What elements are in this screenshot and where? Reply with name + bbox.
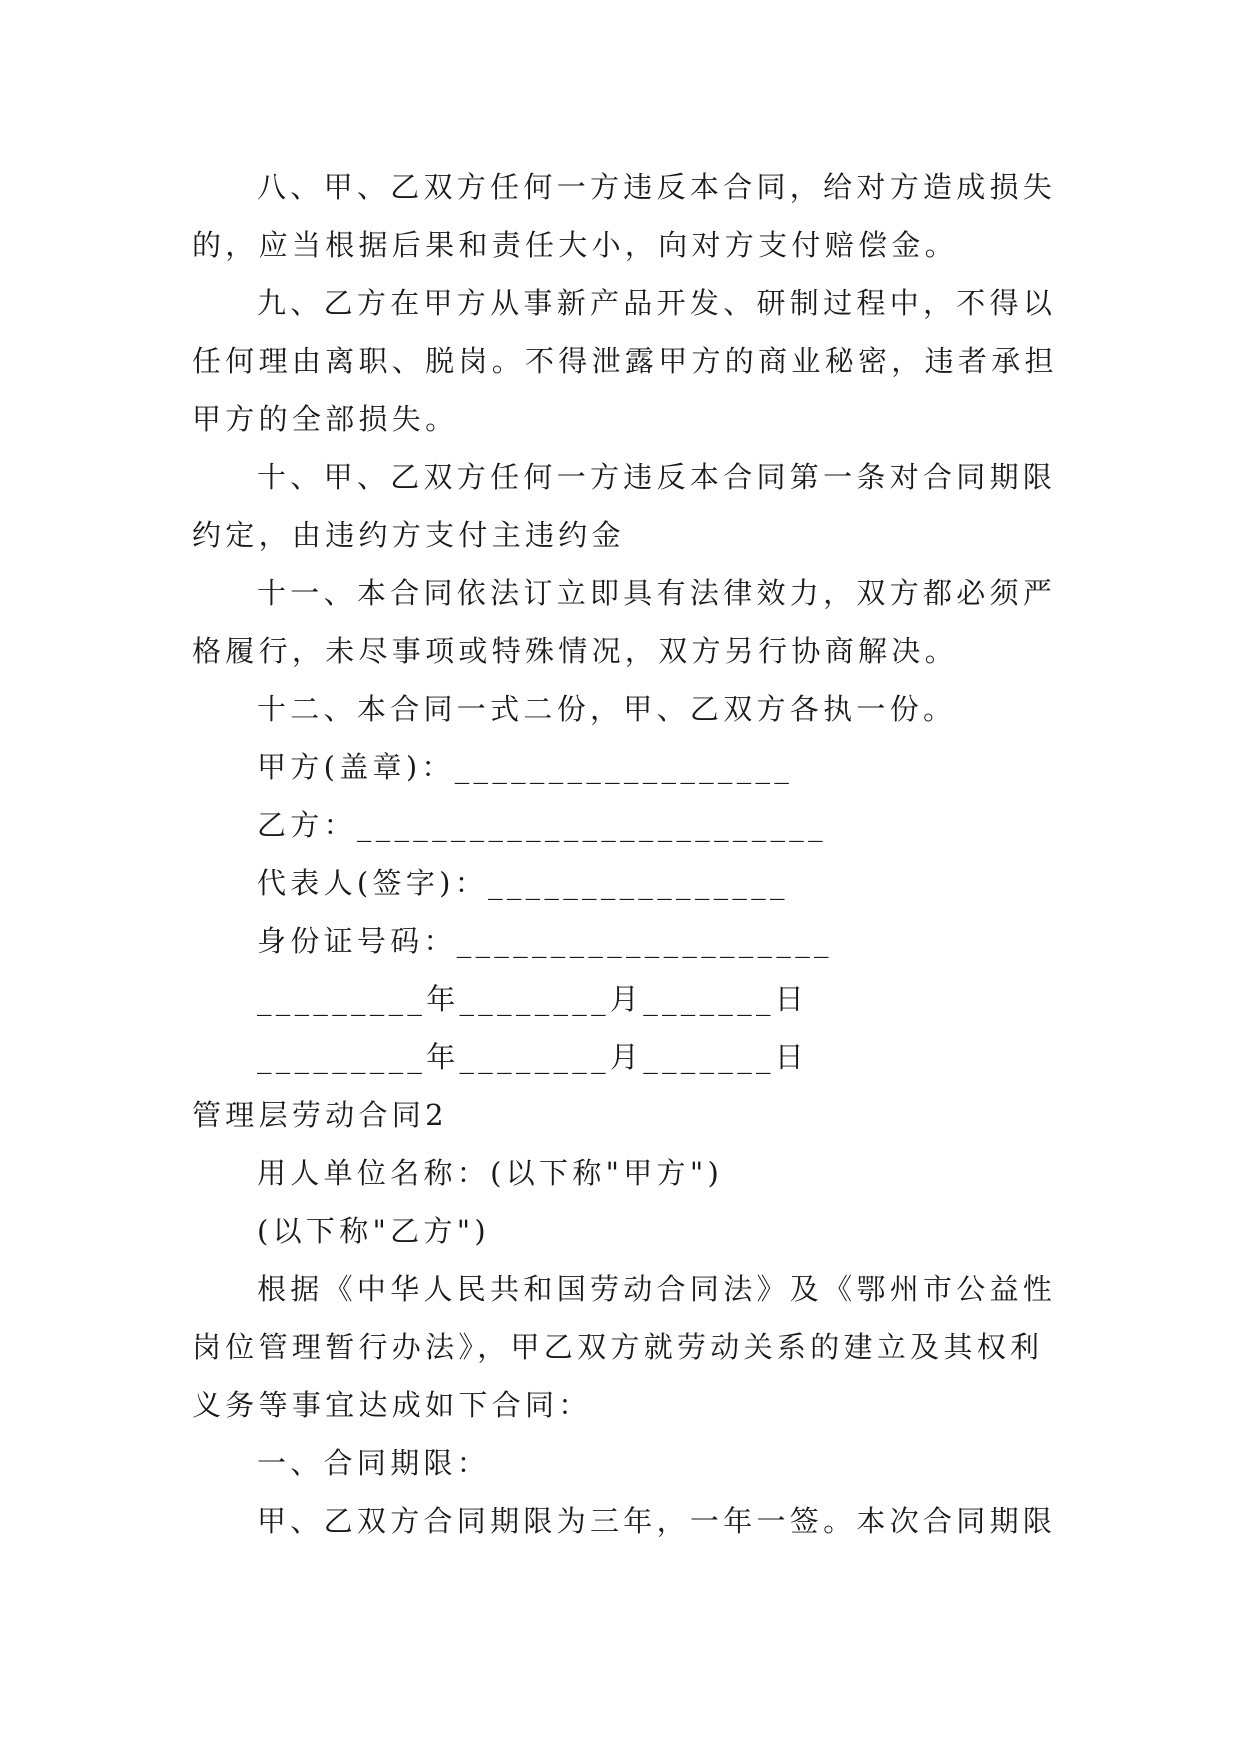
text-line: 八、甲、乙双方任何一方违反本合同，给对方造成损失	[257, 170, 1057, 204]
text-line: (以下称"乙方")	[257, 1214, 491, 1248]
text-line: 十二、本合同一式二份，甲、乙双方各执一份。	[257, 692, 957, 726]
text-line: 甲方的全部损失。	[192, 402, 459, 436]
text-line: 一、合同期限：	[257, 1446, 491, 1480]
text-line: 十、甲、乙双方任何一方违反本合同第一条对合同期限	[257, 460, 1057, 494]
text-line: 格履行，未尽事项或特殊情况，双方另行协商解决。	[192, 634, 958, 668]
text-line: 九、乙方在甲方从事新产品开发、研制过程中，不得以	[257, 286, 1057, 320]
text-line: 乙方：_________________________	[257, 808, 827, 842]
text-line: 约定，由违约方支付主违约金	[192, 518, 625, 552]
text-line: 身份证号码：____________________	[257, 924, 833, 958]
text-line: 用人单位名称：(以下称"甲方")	[257, 1156, 724, 1190]
text-line: 管理层劳动合同2	[192, 1098, 448, 1132]
text-line: 甲、乙双方合同期限为三年，一年一签。本次合同期限	[257, 1504, 1057, 1538]
text-line: 任何理由离职、脱岗。不得泄露甲方的商业秘密，违者承担	[192, 344, 1058, 378]
text-line: 十一、本合同依法订立即具有法律效力，双方都必须严	[257, 576, 1057, 610]
text-line: 义务等事宜达成如下合同：	[192, 1388, 592, 1422]
text-line: 根据《中华人民共和国劳动合同法》及《鄂州市公益性	[257, 1272, 1057, 1306]
text-line: _________年________月_______日	[257, 982, 809, 1016]
text-line: _________年________月_______日	[257, 1040, 809, 1074]
text-line: 岗位管理暂行办法》，甲乙双方就劳动关系的建立及其权利	[192, 1330, 1044, 1364]
text-line: 代表人(签字)：________________	[257, 866, 789, 900]
text-line: 甲方(盖章)：__________________	[257, 750, 794, 784]
text-line: 的，应当根据后果和责任大小，向对方支付赔偿金。	[192, 228, 958, 262]
